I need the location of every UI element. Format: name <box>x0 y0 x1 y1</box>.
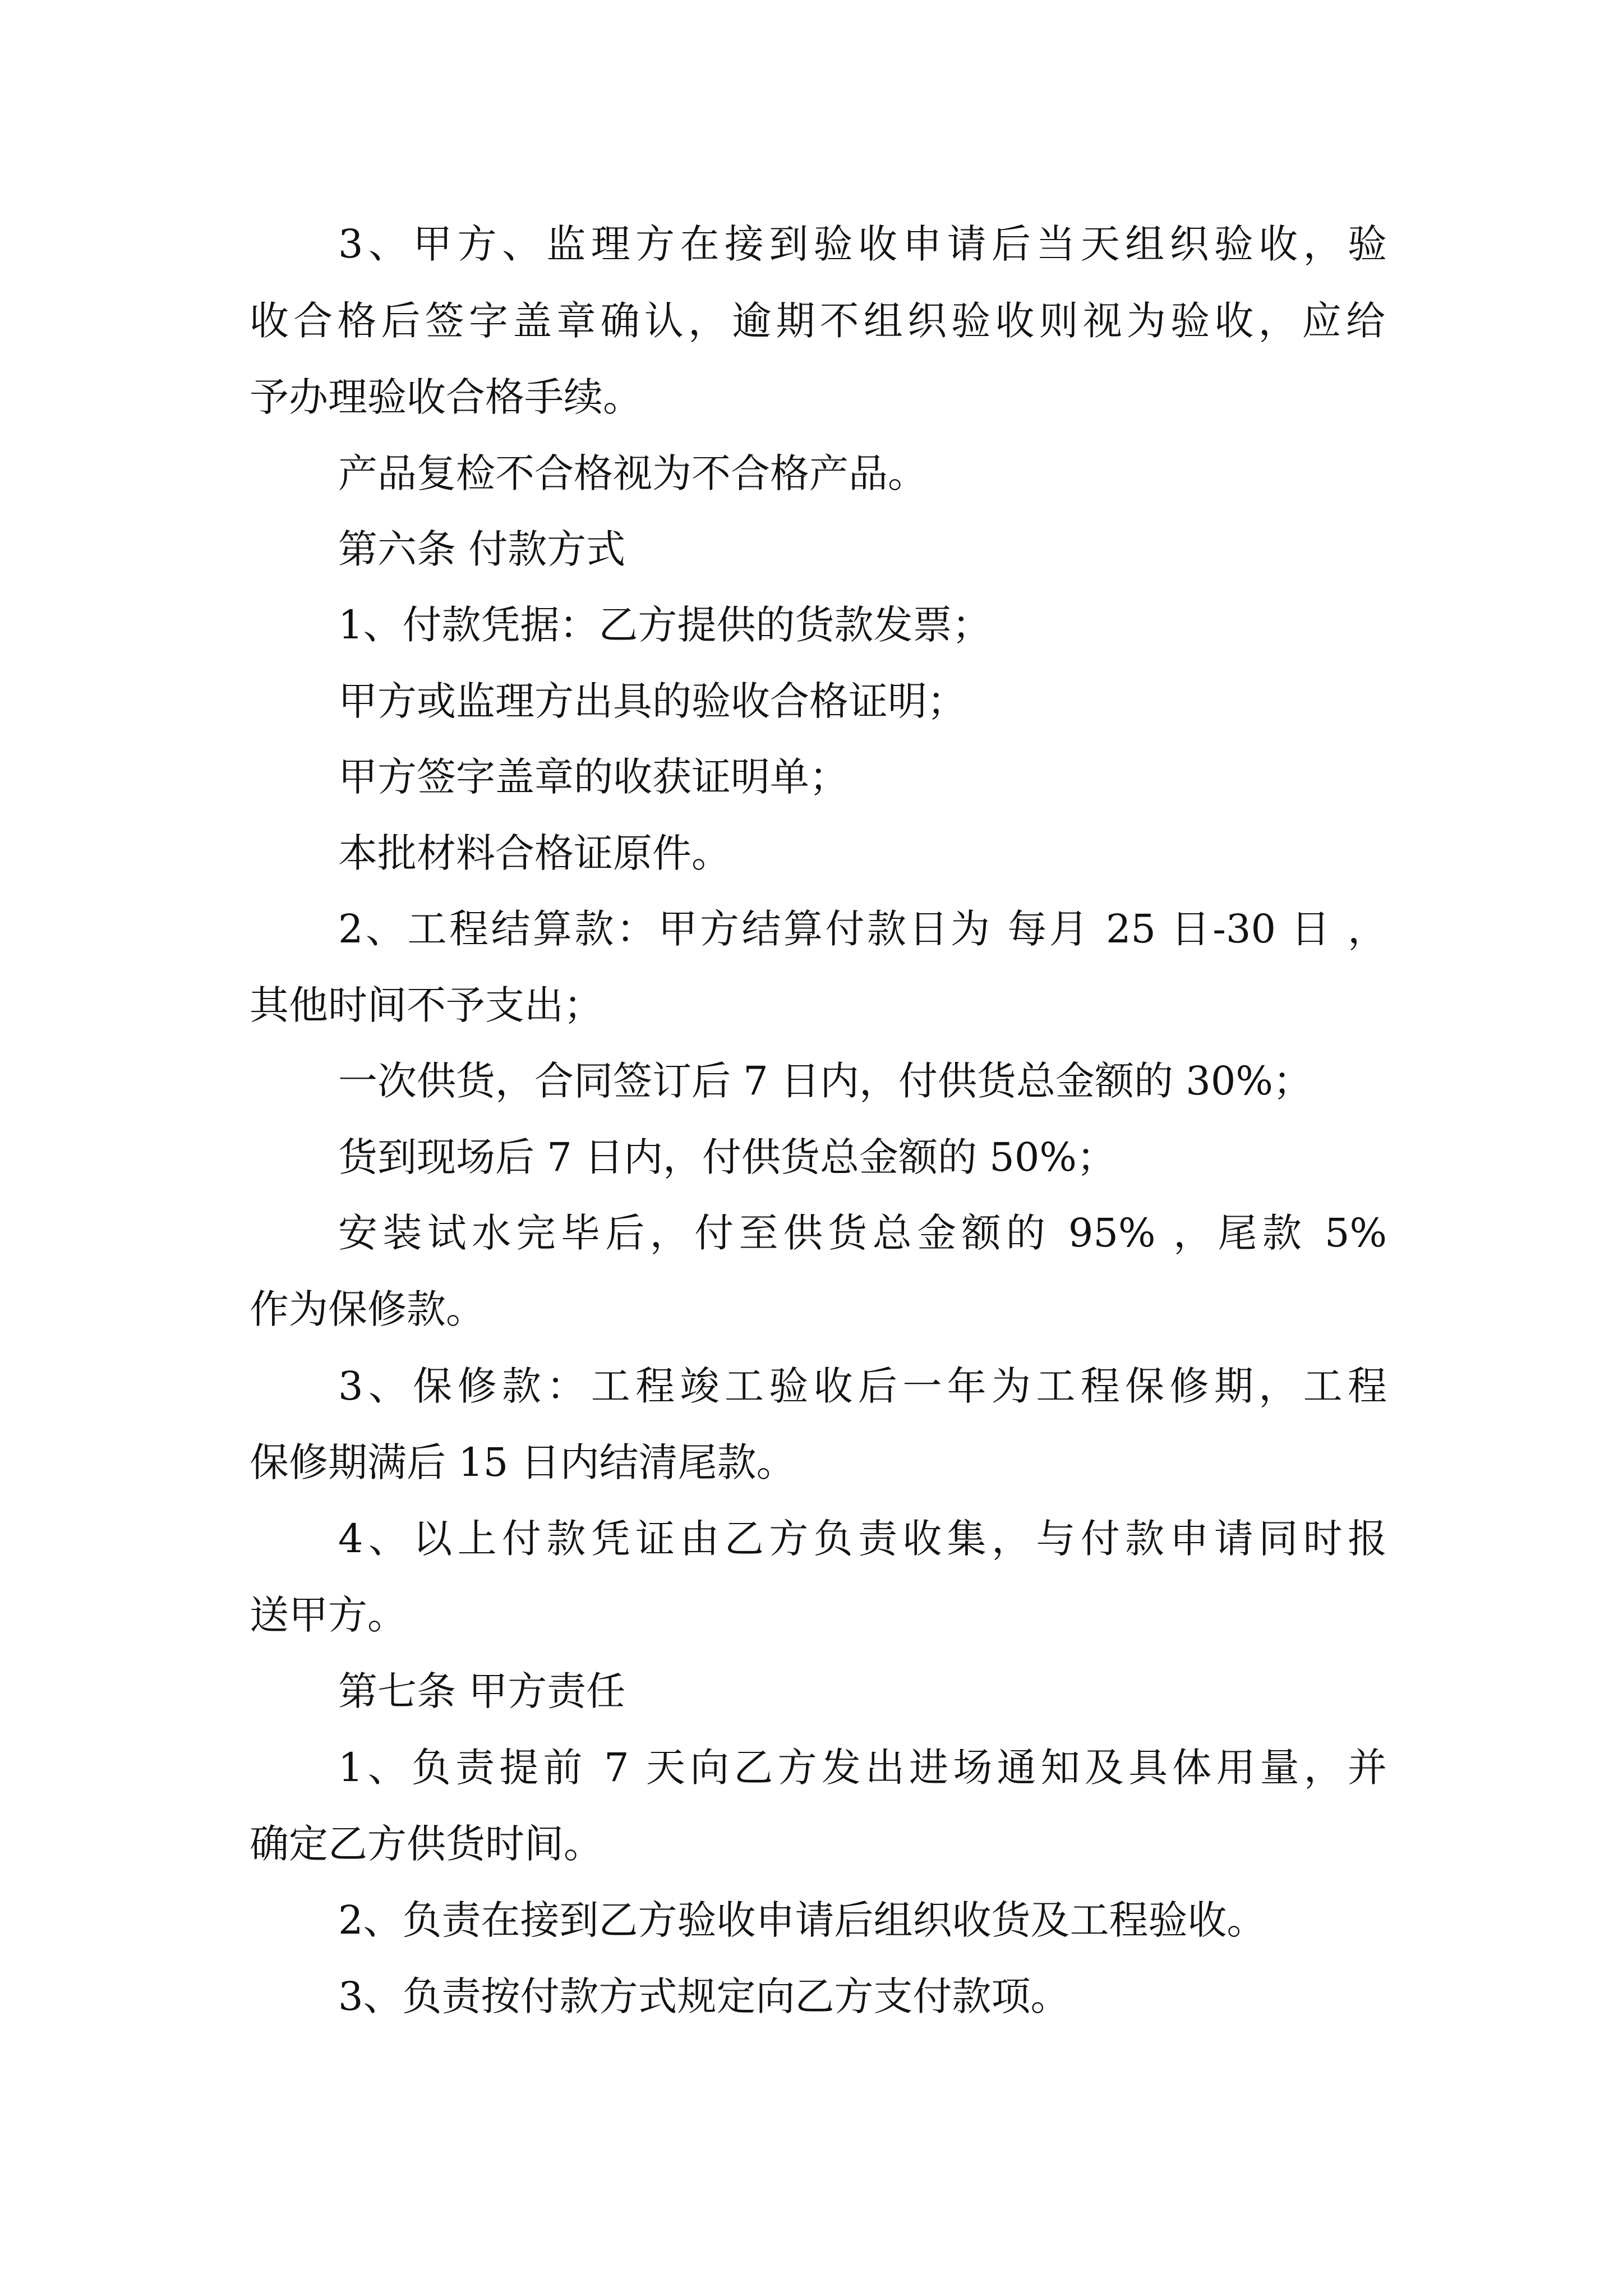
text-line: 1、付款凭据：乙方提供的货款发票； <box>338 602 992 648</box>
text-line: 2、工程结算款：甲方结算付款日为 每月 25 日-30 日 ， <box>338 906 1387 952</box>
text-line: 送甲方。 <box>250 1592 407 1638</box>
text-line: 甲方签字盖章的收获证明单； <box>338 754 849 800</box>
text-line: 予办理验收合格手续。 <box>250 374 642 420</box>
text-line: 保修期满后 15 日内结清尾款。 <box>250 1439 796 1485</box>
text-line: 确定乙方供货时间。 <box>250 1821 603 1867</box>
text-line: 2、负责在接到乙方验收申请后组织收货及工程验收。 <box>338 1897 1266 1943</box>
text-line: 1、负责提前 7 天向乙方发出进场通知及具体用量，并 <box>338 1745 1387 1791</box>
text-line: 本批材料合格证原件。 <box>338 830 731 876</box>
text-line: 4、以上付款凭证由乙方负责收集，与付款申请同时报 <box>338 1516 1387 1562</box>
text-line: 作为保修款。 <box>250 1286 485 1332</box>
text-line: 3、保修款：工程竣工验收后一年为工程保修期，工程 <box>338 1363 1387 1409</box>
text-line: 货到现场后 7 日内，付供货总金额的 50%； <box>338 1134 1116 1180</box>
text-line: 安装试水完毕后，付至供货总金额的 95% ，尾款 5% <box>338 1210 1387 1256</box>
text-line: 产品复检不合格视为不合格产品。 <box>338 450 927 496</box>
text-line: 3、甲方、监理方在接到验收申请后当天组织验收，验 <box>338 221 1387 267</box>
text-line: 3、负责按付款方式规定向乙方支付款项。 <box>338 1973 1070 2019</box>
text-line: 甲方或监理方出具的验收合格证明； <box>338 678 966 724</box>
section-heading: 第七条 甲方责任 <box>338 1668 626 1714</box>
text-line: 一次供货，合同签订后 7 日内，付供货总金额的 30%； <box>338 1058 1312 1104</box>
text-line: 收合格后签字盖章确认，逾期不组织验收则视为验收，应给 <box>250 298 1385 344</box>
section-heading: 第六条 付款方式 <box>338 526 626 572</box>
text-line: 其他时间不予支出； <box>250 982 603 1028</box>
